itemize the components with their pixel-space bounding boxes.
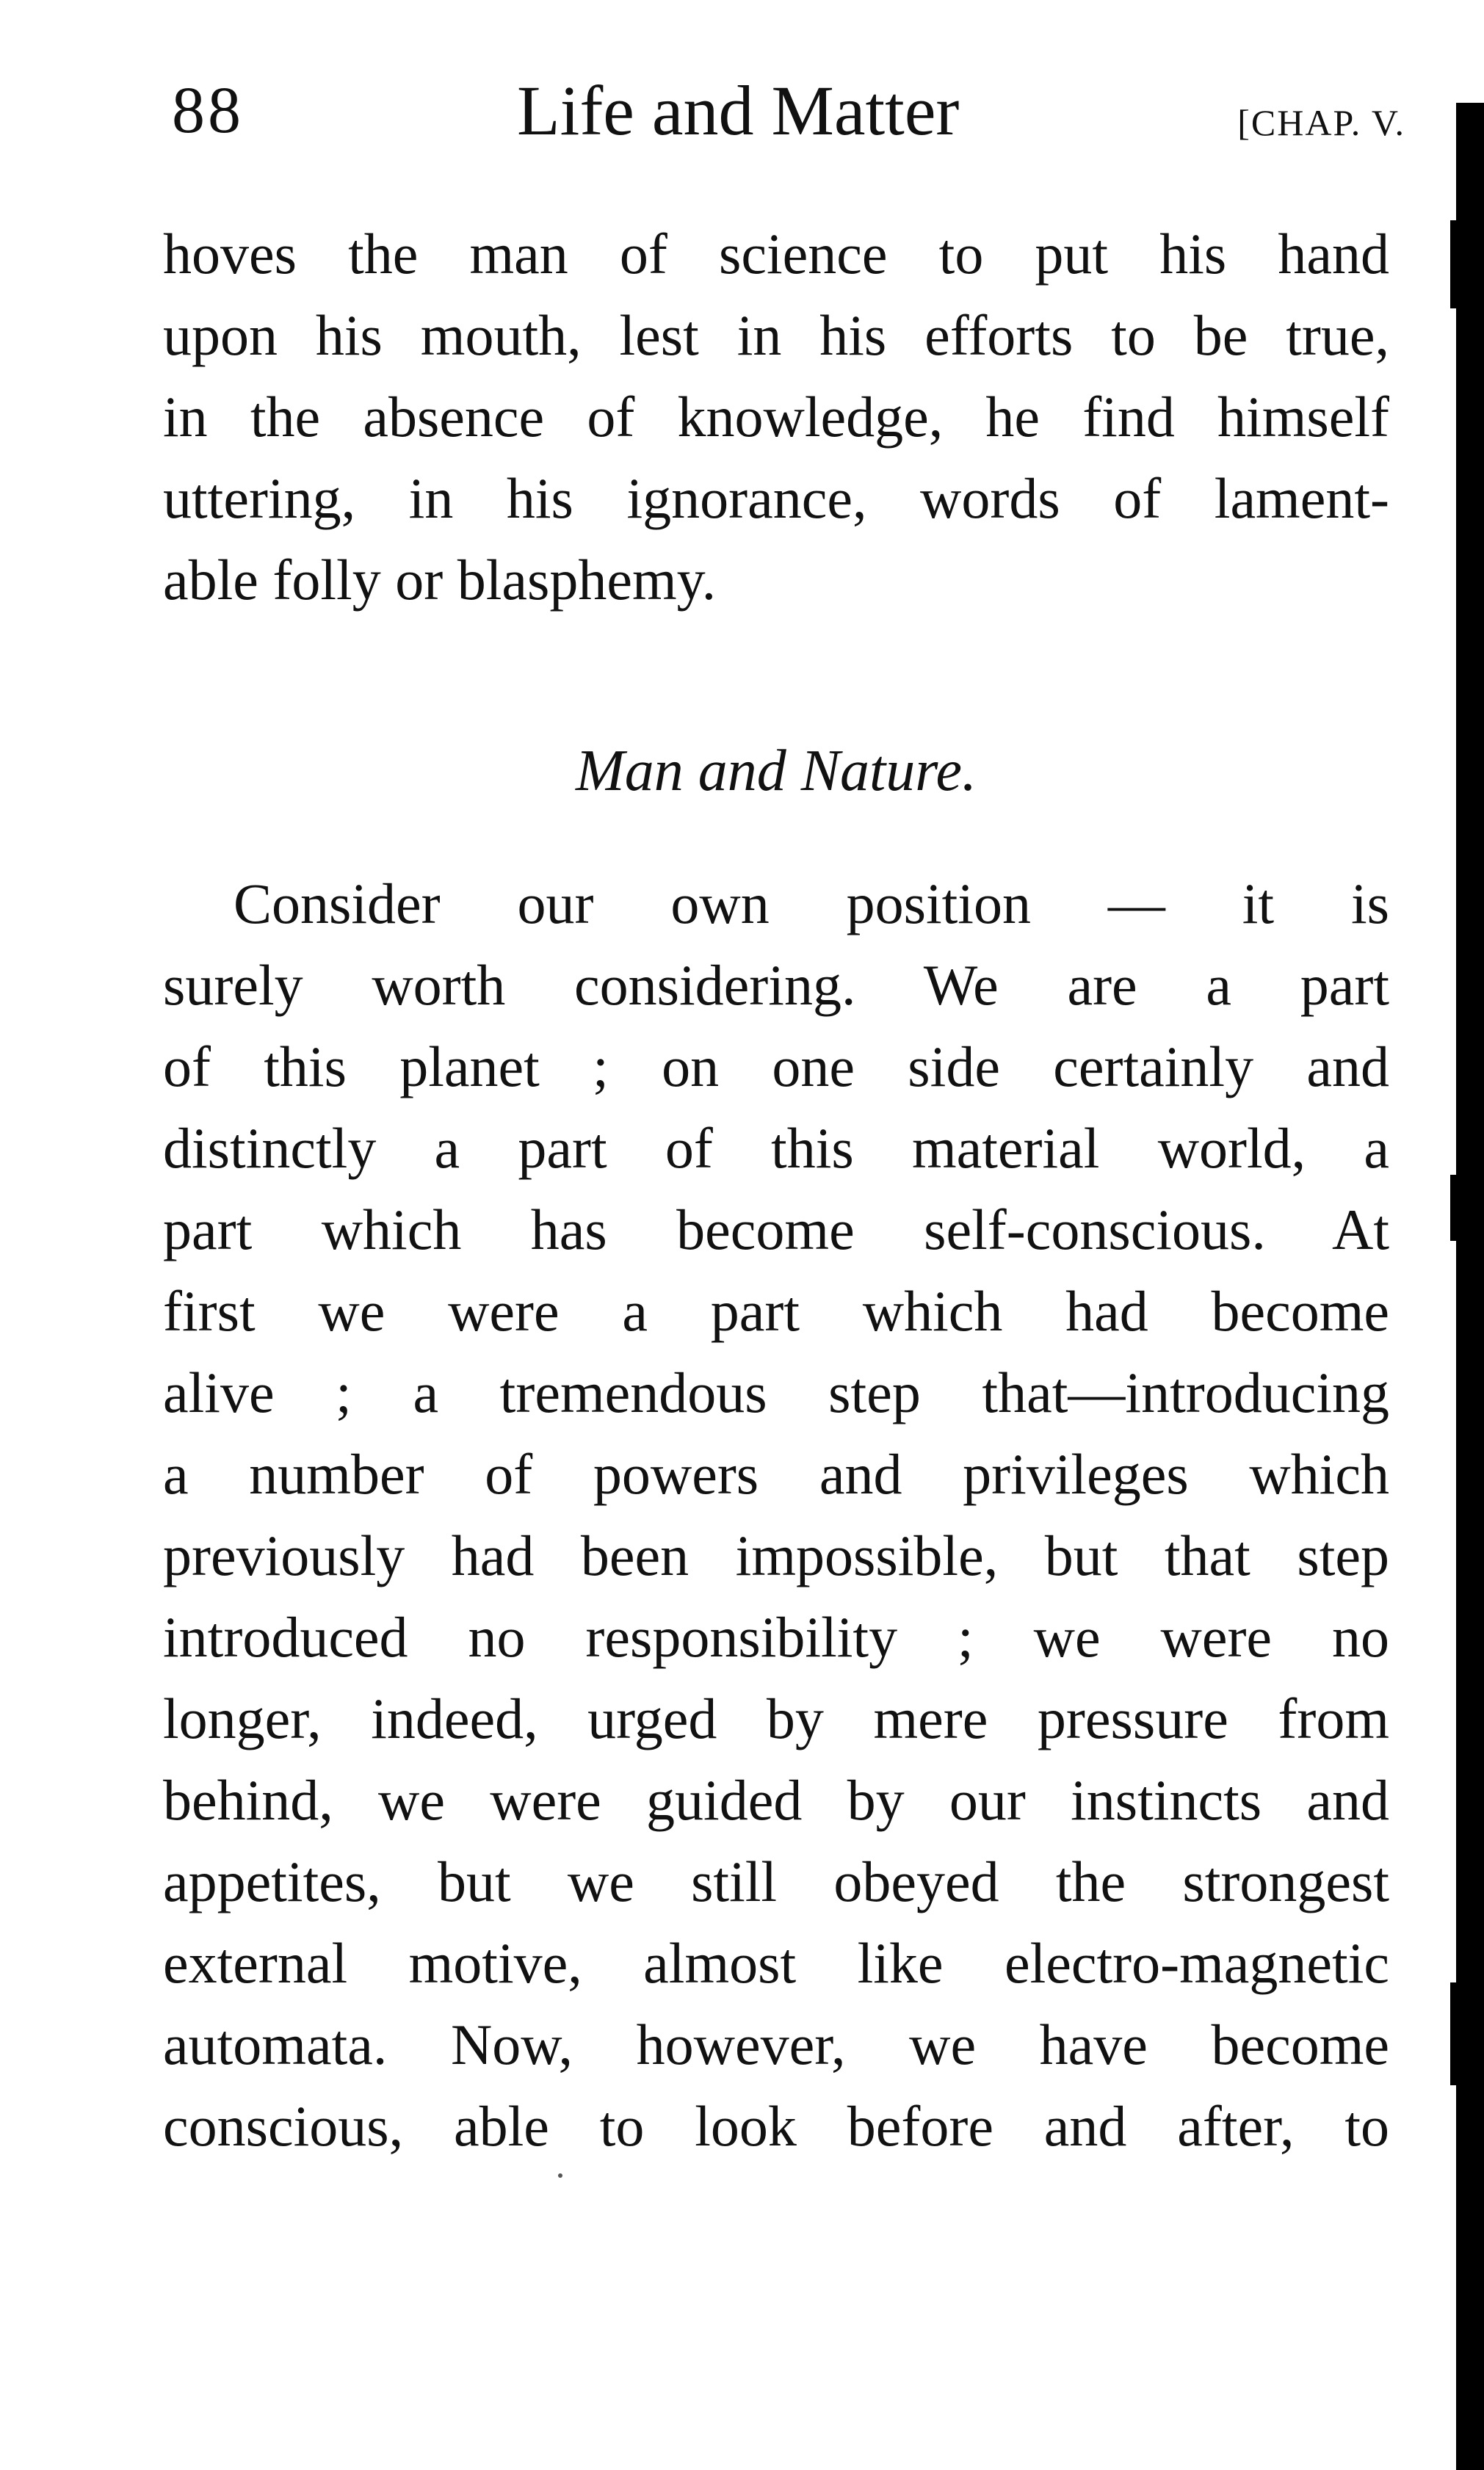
- text-line: automata. Now, however, we have become: [163, 2013, 1389, 2076]
- text-line: external motive, almost like electro-magnetic: [163, 1931, 1389, 1995]
- text-line: introduced no responsibility ; we were no: [163, 1605, 1389, 1669]
- scan-edge-shadow: [1450, 1175, 1461, 1241]
- text-line: appetites, but we still obeyed the strongest: [163, 1850, 1389, 1913]
- text-line: in the absence of knowledge, he find himself: [163, 385, 1389, 449]
- text-line: of this planet ; on one side certainly and: [163, 1035, 1389, 1098]
- text-line: distinctly a part of this material world, a: [163, 1116, 1389, 1180]
- text-line: behind, we were guided by our instincts and: [163, 1768, 1389, 1832]
- text-line: upon his mouth, lest in his efforts to be true,: [163, 303, 1389, 367]
- page-number: 88: [172, 74, 244, 147]
- text-line: conscious, able to look before and after, to: [163, 2094, 1389, 2158]
- ink-speck: [558, 2173, 562, 2178]
- continued-paragraph: [163, 213, 1389, 620]
- text-line: part which has become self-conscious. At: [163, 1198, 1389, 1261]
- scan-edge-shadow: [1450, 220, 1461, 308]
- text-line: first we were a part which had become: [163, 1279, 1389, 1343]
- text-line: previously had been impossible, but that step: [163, 1524, 1389, 1587]
- main-paragraph: [163, 863, 1389, 2167]
- text-line: alive ; a tremendous step that—introducing: [163, 1361, 1389, 1424]
- text-line: Consider our own position — it is: [234, 872, 1389, 935]
- chapter-reference: [CHAP. V.: [1237, 102, 1405, 143]
- text-line: hoves the man of science to put his hand: [163, 222, 1389, 286]
- text-line: surely worth considering. We are a part: [163, 953, 1389, 1017]
- text-line: a number of powers and privileges which: [163, 1442, 1389, 1506]
- running-title: Life and Matter: [517, 71, 960, 150]
- scan-edge-shadow: [1456, 103, 1484, 2470]
- text-line: able folly or blasphemy.: [163, 548, 717, 612]
- text-line: longer, indeed, urged by mere pressure from: [163, 1687, 1389, 1750]
- section-heading: Man and Nature.: [576, 739, 977, 803]
- text-line: uttering, in his ignorance, words of lament-: [163, 466, 1389, 530]
- scan-edge-shadow: [1450, 1982, 1461, 2085]
- running-head: [172, 70, 1405, 151]
